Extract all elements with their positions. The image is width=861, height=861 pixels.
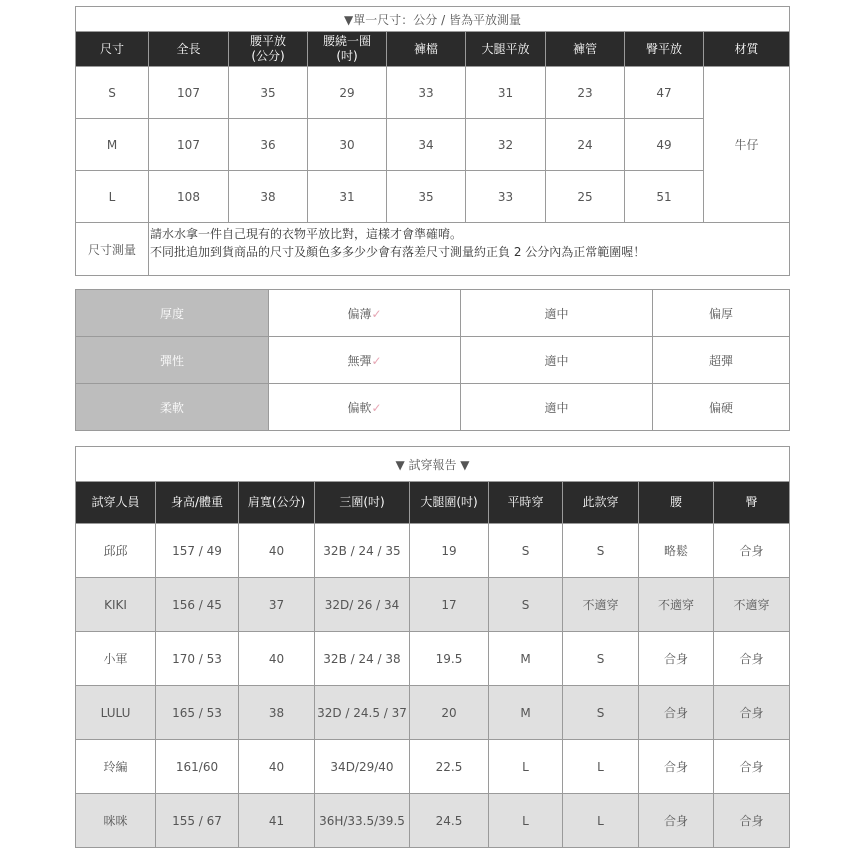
size-note-line: 請水水拿一件自己現有的衣物平放比對，這樣才會準確唷。 <box>150 227 463 241</box>
feel-label: 彈性 <box>76 337 269 384</box>
fit-header-height-weight: 身高/體重 <box>156 482 239 524</box>
fit-header-usual-size: 平時穿 <box>489 482 563 524</box>
feel-option-selected <box>269 337 461 384</box>
fit-cell: 156 / 45 <box>156 578 239 632</box>
size-cell: 36 <box>229 119 308 171</box>
fit-cell: 161/60 <box>156 740 239 794</box>
fit-cell: 32B / 24 / 38 <box>315 632 410 686</box>
size-header-waist-round: 腰繞一圈 (吋) <box>308 32 387 67</box>
fit-cell: 合身 <box>639 686 714 740</box>
feel-label: 柔軟 <box>76 384 269 431</box>
size-cell: 33 <box>387 67 466 119</box>
fit-header-shoulder: 肩寬(公分) <box>239 482 315 524</box>
fit-row <box>76 632 790 686</box>
size-note-line: 不同批追加到貨商品的尺寸及顏色多多少少會有落差尺寸測量約正負 2 公分內為正常範圍喔！ <box>150 245 646 259</box>
fit-cell: 170 / 53 <box>156 632 239 686</box>
size-header-rise: 褲檔 <box>387 32 466 67</box>
fit-cell: 合身 <box>714 632 790 686</box>
fit-row <box>76 578 790 632</box>
fit-cell: 38 <box>239 686 315 740</box>
fit-cell: KIKI <box>76 578 156 632</box>
fit-cell: 20 <box>410 686 489 740</box>
feel-option-selected <box>269 290 461 337</box>
size-cell: 31 <box>466 67 546 119</box>
fit-cell: 合身 <box>714 794 790 848</box>
material-cell: 牛仔 <box>704 67 790 223</box>
size-header-hip: 臀平放 <box>625 32 704 67</box>
feel-option: 超彈 <box>653 337 790 384</box>
fit-cell: 32D/ 26 / 34 <box>315 578 410 632</box>
fit-cell: L <box>489 740 563 794</box>
fit-cell: S <box>563 632 639 686</box>
fit-header-hip: 臀 <box>714 482 790 524</box>
fit-cell: 19.5 <box>410 632 489 686</box>
feel-option-text: 偏薄 <box>347 306 372 321</box>
size-cell: M <box>76 119 149 171</box>
size-cell: 35 <box>387 171 466 223</box>
fit-row <box>76 524 790 578</box>
size-note-text <box>149 223 790 276</box>
size-cell: 34 <box>387 119 466 171</box>
size-note-row <box>76 223 790 276</box>
size-cell: L <box>76 171 149 223</box>
fit-cell: S <box>489 524 563 578</box>
fit-header-waist: 腰 <box>639 482 714 524</box>
fit-header <box>76 482 790 524</box>
size-row <box>76 119 790 171</box>
fit-cell: LULU <box>76 686 156 740</box>
fit-header-this-size: 此款穿 <box>563 482 639 524</box>
fit-cell: 17 <box>410 578 489 632</box>
size-header-thigh: 大腿平放 <box>466 32 546 67</box>
size-cell: 32 <box>466 119 546 171</box>
fit-cell: 155 / 67 <box>156 794 239 848</box>
size-header-waist-flat: 腰平放 (公分) <box>229 32 308 67</box>
fit-cell: 157 / 49 <box>156 524 239 578</box>
size-cell: 107 <box>149 119 229 171</box>
size-cell: 31 <box>308 171 387 223</box>
check-icon: ✓ <box>371 400 382 415</box>
fit-cell: S <box>563 524 639 578</box>
fit-cell: 不適穿 <box>639 578 714 632</box>
fit-cell: 小軍 <box>76 632 156 686</box>
size-row <box>76 67 790 119</box>
size-header-length: 全長 <box>149 32 229 67</box>
fit-cell: 合身 <box>639 632 714 686</box>
size-table-header <box>76 32 790 67</box>
size-cell: 35 <box>229 67 308 119</box>
size-row <box>76 171 790 223</box>
feel-label: 厚度 <box>76 290 269 337</box>
fit-cell: L <box>563 740 639 794</box>
feel-option: 適中 <box>461 290 653 337</box>
fit-cell: L <box>489 794 563 848</box>
size-cell: 107 <box>149 67 229 119</box>
fit-cell: 合身 <box>639 794 714 848</box>
fit-cell: 36H/33.5/39.5 <box>315 794 410 848</box>
fit-row <box>76 686 790 740</box>
size-note-label: 尺寸測量 <box>76 223 149 276</box>
fit-cell: S <box>489 578 563 632</box>
size-table <box>75 6 790 276</box>
size-cell: 47 <box>625 67 704 119</box>
fit-header-model: 試穿人員 <box>76 482 156 524</box>
fit-cell: 不適穿 <box>714 578 790 632</box>
feel-option: 適中 <box>461 384 653 431</box>
size-cell: 29 <box>308 67 387 119</box>
fit-header-measurements: 三圍(吋) <box>315 482 410 524</box>
check-icon: ✓ <box>371 353 382 368</box>
fit-cell: 玲編 <box>76 740 156 794</box>
size-cell: 24 <box>546 119 625 171</box>
fit-header-thigh: 大腿圍(吋) <box>410 482 489 524</box>
size-cell: 49 <box>625 119 704 171</box>
fit-cell: 19 <box>410 524 489 578</box>
fit-cell: 合身 <box>639 740 714 794</box>
size-cell: 51 <box>625 171 704 223</box>
feel-row-softness <box>76 384 790 431</box>
fit-cell: 合身 <box>714 686 790 740</box>
fit-cell: 合身 <box>714 740 790 794</box>
fit-cell: 34D/29/40 <box>315 740 410 794</box>
fit-cell: 37 <box>239 578 315 632</box>
size-cell: 30 <box>308 119 387 171</box>
fit-cell: 32B / 24 / 35 <box>315 524 410 578</box>
size-table-title: ▼單一尺寸：公分 / 皆為平放測量 <box>76 7 790 32</box>
fit-cell: 165 / 53 <box>156 686 239 740</box>
fit-cell: 40 <box>239 524 315 578</box>
size-cell: S <box>76 67 149 119</box>
fit-cell: S <box>563 686 639 740</box>
feel-option: 偏厚 <box>653 290 790 337</box>
feel-option-text: 偏軟 <box>347 400 372 415</box>
fit-report-title: ▼ 試穿報告 ▼ <box>76 447 790 482</box>
fit-cell: 邱邱 <box>76 524 156 578</box>
fit-cell: 41 <box>239 794 315 848</box>
fit-cell: M <box>489 632 563 686</box>
size-header-material: 材質 <box>704 32 790 67</box>
size-header-leg-opening: 褲管 <box>546 32 625 67</box>
feel-option: 適中 <box>461 337 653 384</box>
feel-table <box>75 289 790 431</box>
feel-row-thickness <box>76 290 790 337</box>
fit-cell: 合身 <box>714 524 790 578</box>
fit-row <box>76 740 790 794</box>
fit-report-table <box>75 446 790 848</box>
check-icon: ✓ <box>371 306 382 321</box>
fit-cell: 咪咪 <box>76 794 156 848</box>
fit-cell: 略鬆 <box>639 524 714 578</box>
size-cell: 38 <box>229 171 308 223</box>
fit-cell: 32D / 24.5 / 37 <box>315 686 410 740</box>
fit-cell: 40 <box>239 632 315 686</box>
fit-cell: 40 <box>239 740 315 794</box>
feel-row-elasticity <box>76 337 790 384</box>
size-cell: 25 <box>546 171 625 223</box>
feel-option-selected <box>269 384 461 431</box>
size-cell: 33 <box>466 171 546 223</box>
fit-cell: 24.5 <box>410 794 489 848</box>
size-cell: 23 <box>546 67 625 119</box>
fit-cell: 22.5 <box>410 740 489 794</box>
size-cell: 108 <box>149 171 229 223</box>
feel-option-text: 無彈 <box>347 353 372 368</box>
fit-row <box>76 794 790 848</box>
fit-cell: 不適穿 <box>563 578 639 632</box>
fit-cell: M <box>489 686 563 740</box>
fit-cell: L <box>563 794 639 848</box>
size-header-size: 尺寸 <box>76 32 149 67</box>
feel-option: 偏硬 <box>653 384 790 431</box>
